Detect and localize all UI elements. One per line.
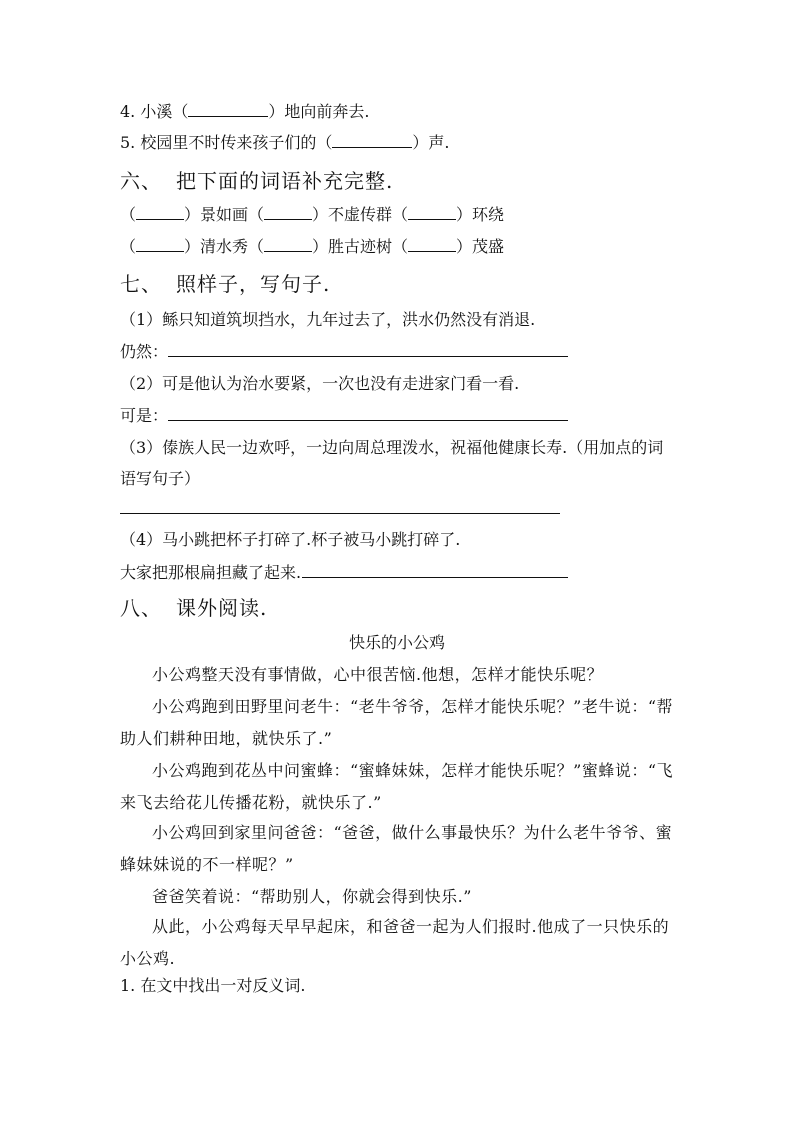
- answer-2-label: 可是：: [120, 406, 169, 425]
- example-3-line-2: 语写句子）: [120, 469, 201, 488]
- story-paragraph: 小公鸡跑到田野里问老牛：“老牛爷爷，怎样才能快乐呢？”老牛说：“帮助人们耕种田地，就快乐了.”: [120, 697, 674, 748]
- answer-blank[interactable]: [264, 235, 312, 252]
- answer-2-line[interactable]: [168, 420, 568, 421]
- answer-blank[interactable]: [408, 235, 456, 252]
- answer-blank[interactable]: [188, 100, 268, 117]
- section-8-heading: 八、 课外阅读.: [120, 596, 268, 620]
- example-4: （4）马小跳把杯子打碎了.杯子被马小跳打碎了.: [120, 530, 461, 549]
- answer-blank[interactable]: [264, 203, 312, 220]
- example-1: （1）鲧只知道筑坝挡水，九年过去了，洪水仍然没有消退.: [120, 310, 536, 329]
- story-paragraph: 小公鸡回到家里问爸爸：“爸爸，做什么事最快乐？为什么老牛爷爷、蜜蜂妹妹说的不一样呢？”: [120, 823, 673, 874]
- answer-1-label: 仍然：: [120, 342, 169, 361]
- answer-3-line[interactable]: [120, 513, 560, 514]
- idiom-row-2: （ ）清水秀（ ）胜古迹树（ ）茂盛: [120, 237, 505, 256]
- answer-blank[interactable]: [136, 203, 184, 220]
- example-2: （2）可是他认为治水要紧，一次也没有走进家门看一看.: [120, 374, 520, 393]
- answer-blank[interactable]: [408, 203, 456, 220]
- section-7-heading: 七、 照样子，写句子.: [120, 272, 331, 296]
- answer-blank[interactable]: [332, 131, 412, 148]
- answer-blank[interactable]: [136, 235, 184, 252]
- reading-question-1: 1. 在文中找出一对反义词.: [120, 976, 306, 995]
- answer-4-label: 大家把那根扁担藏了起来.: [120, 563, 302, 582]
- story-paragraph: 小公鸡跑到花丛中问蜜蜂：“蜜蜂妹妹，怎样才能快乐呢？”蜜蜂说：“飞来飞去给花儿传播花粉，就快乐了.”: [120, 761, 674, 812]
- question-5: 5. 校园里不时传来孩子们的（ ）声.: [120, 133, 450, 152]
- story-title: 快乐的小公鸡: [348, 633, 445, 652]
- story-paragraph: 爸爸笑着说：“帮助别人，你就会得到快乐.”: [152, 887, 472, 906]
- story-paragraph: 从此，小公鸡每天早早起床，和爸爸一起为人们报时.他成了一只快乐的小公鸡.: [120, 917, 670, 968]
- section-6-heading: 六、 把下面的词语补充完整.: [120, 169, 394, 193]
- answer-4-line[interactable]: [302, 577, 568, 578]
- example-3-line-1: （3）傣族人民一边欢呼，一边向周总理泼水，祝福他健康长寿.（用加点的词: [120, 438, 664, 457]
- story-paragraph: 小公鸡整天没有事情做，心中很苦恼.他想，怎样才能快乐呢？: [152, 665, 604, 684]
- answer-1-line[interactable]: [168, 356, 568, 357]
- idiom-row-1: （ ）景如画（ ）不虚传群（ ）环绕: [120, 205, 505, 224]
- question-4: 4. 小溪（ ）地向前奔去.: [120, 102, 370, 121]
